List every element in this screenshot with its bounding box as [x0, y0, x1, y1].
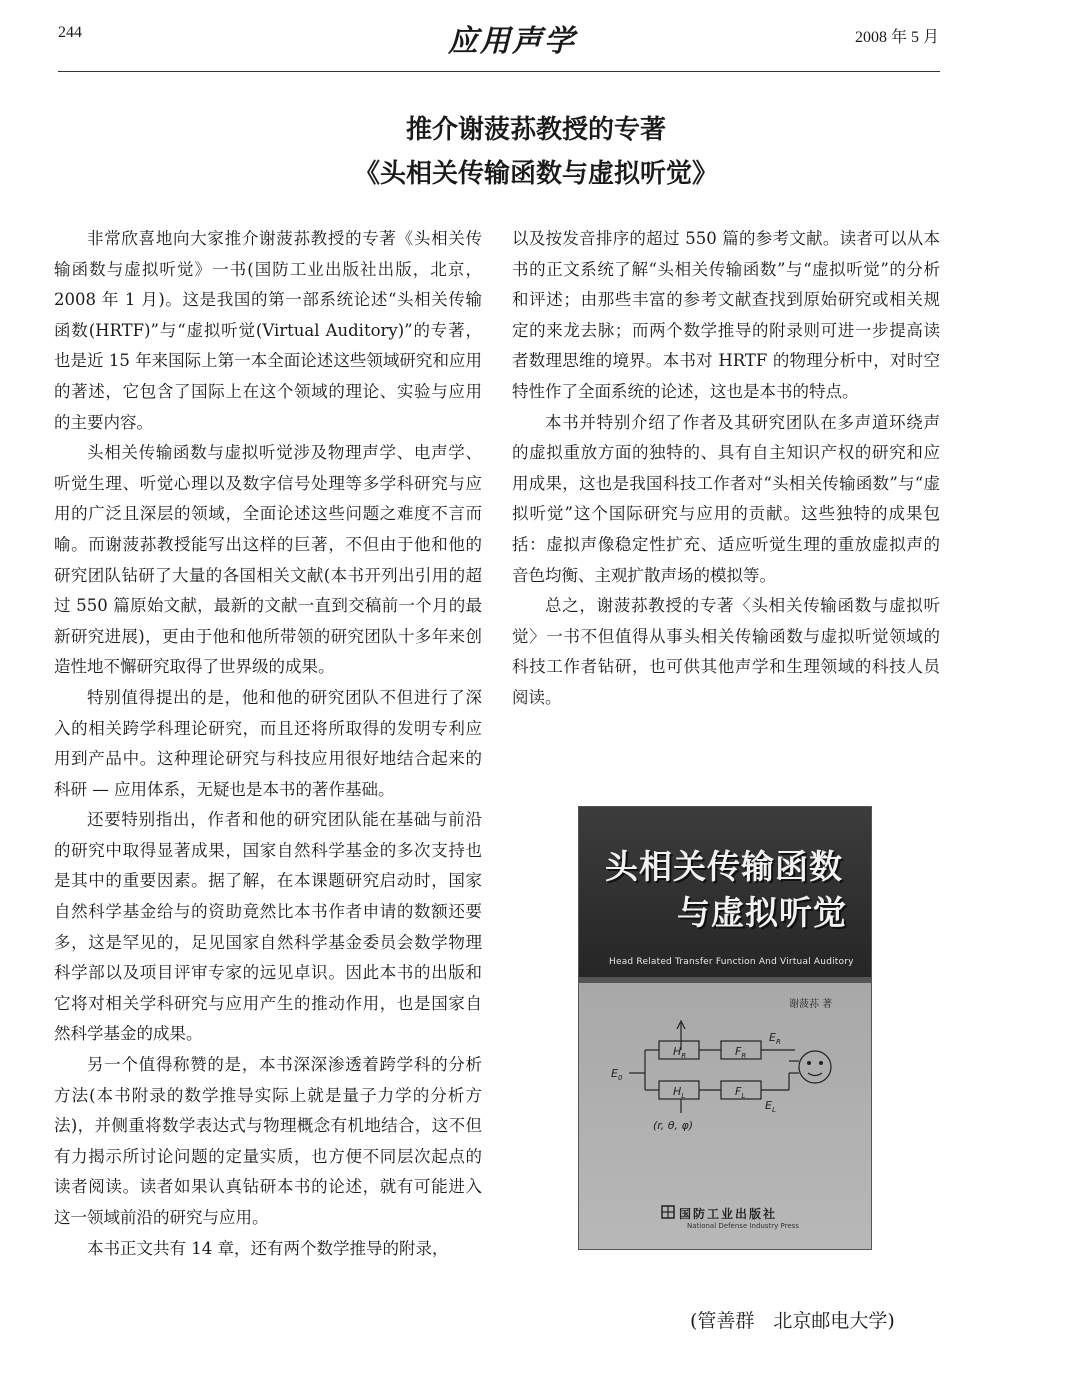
paragraph-continuation: 以及按发音排序的超过 550 篇的参考文献。读者可以从本书的正文系统了解“头相关传输函数”与“虚拟听觉”的分析和评述；由那些丰富的参考文献查找到原始研究或相关规定的来龙去脉；而两个数学推导的附录则可进一步提高读者数理思维的境界。本书对 HRTF 的物理分析中，对时空特性作了全面系统的论述，这也是本书的特点。 [512, 229, 940, 401]
author-signature: (管善群 北京邮电大学) [690, 1310, 895, 1332]
label-er: $E_R$ [769, 1031, 781, 1046]
label-hr: $H_R$ [673, 1045, 687, 1060]
left-column [54, 224, 482, 1264]
title-line-2: 《头相关传输函数与虚拟听觉》 [353, 159, 718, 189]
publisher-logo-icon [661, 1205, 675, 1219]
cover-publisher-en: National Defense Industry Press [687, 1222, 799, 1230]
label-el: $E_L$ [765, 1099, 776, 1114]
journal-name: 应用声学 [448, 24, 576, 59]
block-diagram [609, 1017, 849, 1147]
label-coords: (r, θ, φ) [653, 1119, 694, 1132]
label-hl: $H_L$ [673, 1085, 686, 1100]
label-input: $E_0$ [611, 1067, 623, 1082]
right-column [512, 224, 940, 714]
head-face-icon [807, 1061, 823, 1076]
paragraph: 还要特别指出，作者和他的研究团队能在基础与前沿的研究中取得显著成果，国家自然科学基金的多次支持也是其中的重要因素。据了解，在本课题研究启动时，国家自然科学基金给与的资助竟然比本书作者申请的数额还要多，这是罕见的，足见国家自然科学基金委员会数学物理科学部以及项目评审专家的远见卓识。因此本书的出版和它将对相关学科研究与应用产生的推动作用，也是国家自然科学基金的成果。 [54, 810, 482, 1044]
paragraph: 非常欣喜地向大家推介谢菠荪教授的专著《头相关传输函数与虚拟听觉》一书(国防工业出版社出版，北京，2008 年 1 月)。这是我国的第一部系统论述“头相关传输函数(HRTF)”与“虚拟听觉(Virtual Auditory)”的专著，也是近 15 年来国际上第一本全面论述这些领域研究和应用的著述，它包含了国际上在这个领域的理论、实验与应用的主要内容。 [54, 229, 482, 432]
page-header [0, 16, 1072, 59]
paragraph: 头相关传输函数与虚拟听觉涉及物理声学、电声学、听觉生理、听觉心理以及数字信号处理等多学科研究与应用的广泛且深层的领域，全面论述这些问题之难度不言而喻。而谢菠荪教授能写出这样的巨著，不但由于他和他的研究团队钻研了大量的各国相关文献(本书开列出引用的超过 550 篇原始文献，最新的文献一直到交稿前一个月的最新研究进展)，更由于他和他所带领的研究团队十多年来创造性地不懈研究取得了世界级的成果。 [54, 443, 482, 677]
title-line-1: 推介谢菠荪教授的专著 [405, 115, 666, 145]
paragraph: 特别值得提出的是，他和他的研究团队不但进行了深入的相关跨学科理论研究，而且还将所取得的发明专利应用到产品中。这种理论研究与科技应用很好地结合起来的科研 — 应用体系，无疑也是本书的著作基础。 [54, 687, 482, 799]
paragraph: 另一个值得称赞的是，本书深深渗透着跨学科的分析方法(本书附录的数学推导实际上就是量子力学的分析方法)，并侧重将数学表达式与物理概念有机地结合，这不但有力揭示所讨论问题的定量实质，也方便不同层次起点的读者阅读。读者如果认真钻研本书的论述，就有可能进入这一领域前沿的研究与应用。 [54, 1055, 482, 1227]
cover-top-panel [579, 807, 871, 977]
article-title [0, 108, 1072, 196]
cover-title-line-2: 与虚拟听觉 [677, 893, 847, 932]
page-number: 244 [58, 24, 82, 41]
paragraph: 本书正文共有 14 章，还有两个数学推导的附录， [87, 1238, 449, 1258]
cover-publisher: 国防工业出版社 [679, 1207, 778, 1221]
label-fr: $F_R$ [735, 1045, 747, 1060]
paragraph: 总之，谢菠荪教授的专著〈头相关传输函数与虚拟听觉〉一书不但值得从事头相关传输函数与虚拟听觉领域的科技工作者钻研，也可供其他声学和生理领域的科技人员阅读。 [512, 596, 940, 707]
paragraph: 本书并特别介绍了作者及其研究团队在多声道环绕声的虚拟重放方面的独特的、具有自主知识产权的研究和应用成果，这也是我国科技工作者对“头相关传输函数”与“虚拟听觉”这个国际研究与应用的贡献。这些独特的成果包括：虚拟声像稳定性扩充、适应听觉生理的重放虚拟声的音色均衡、主观扩散声场的模拟等。 [512, 412, 940, 585]
book-cover-image [578, 806, 872, 1250]
cover-author: 谢菠荪 著 [789, 999, 833, 1010]
cover-title-line-1: 头相关传输函数 [605, 847, 843, 886]
header-rule [58, 71, 940, 72]
issue-date: 2008 年 5 月 [854, 29, 939, 46]
label-fl: $F_L$ [735, 1085, 746, 1100]
cover-subtitle: Head Related Transfer Function And Virtual Auditory [609, 957, 854, 967]
